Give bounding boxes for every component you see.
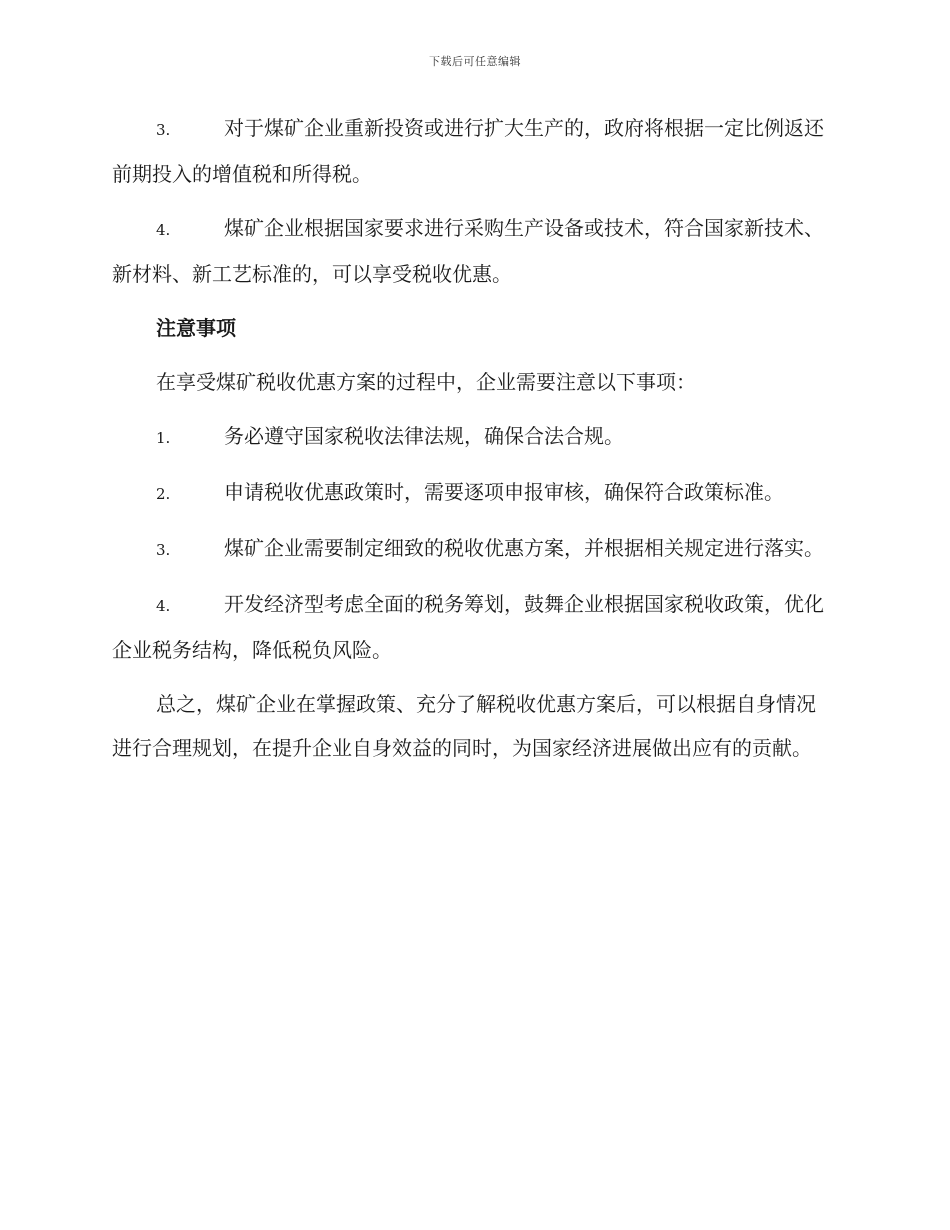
page-header: 下载后可任意编辑: [429, 55, 521, 68]
list-item: [112, 414, 834, 460]
document-body: [112, 106, 834, 780]
list-item: [112, 206, 834, 296]
list-item: [112, 106, 834, 196]
list-item: [112, 582, 834, 672]
list-item-number: 3.: [156, 541, 171, 559]
list-item: [112, 470, 834, 516]
section-intro: 在享受煤矿税收优惠方案的过程中，企业需要注意以下事项：: [156, 370, 696, 394]
section-heading: 注意事项: [156, 316, 236, 340]
list-item-text: 开发经济型考虑全面的税务筹划，鼓舞企业根据国家税收政策，优化企业税务结构，降低税负风险。: [112, 592, 824, 662]
list-item-text: 煤矿企业根据国家要求进行采购生产设备或技术，符合国家新技术、新材料、新工艺标准的，可以享受税收优惠。: [112, 216, 824, 286]
conclusion-paragraph: 总之，煤矿企业在掌握政策、充分了解税收优惠方案后，可以根据自身情况进行合理规划，在提升企业自身效益的同时，为国家经济进展做出应有的贡献。: [112, 692, 816, 760]
list-item-number: 3.: [156, 121, 171, 139]
list-item-number: 4.: [156, 221, 171, 239]
list-item-text: 申请税收优惠政策时，需要逐项申报审核，确保符合政策标准。: [224, 480, 784, 504]
list-item-text: 务必遵守国家税收法律法规，确保合法合规。: [224, 424, 624, 448]
list-item-number: 2.: [156, 485, 171, 503]
list-item-text: 对于煤矿企业重新投资或进行扩大生产的，政府将根据一定比例返还前期投入的增值税和所得税。: [112, 116, 824, 186]
list-item-text: 煤矿企业需要制定细致的税收优惠方案，并根据相关规定进行落实。: [224, 536, 824, 560]
list-item: [112, 526, 834, 572]
list-item-number: 4.: [156, 597, 171, 615]
list-item-number: 1.: [156, 429, 171, 447]
